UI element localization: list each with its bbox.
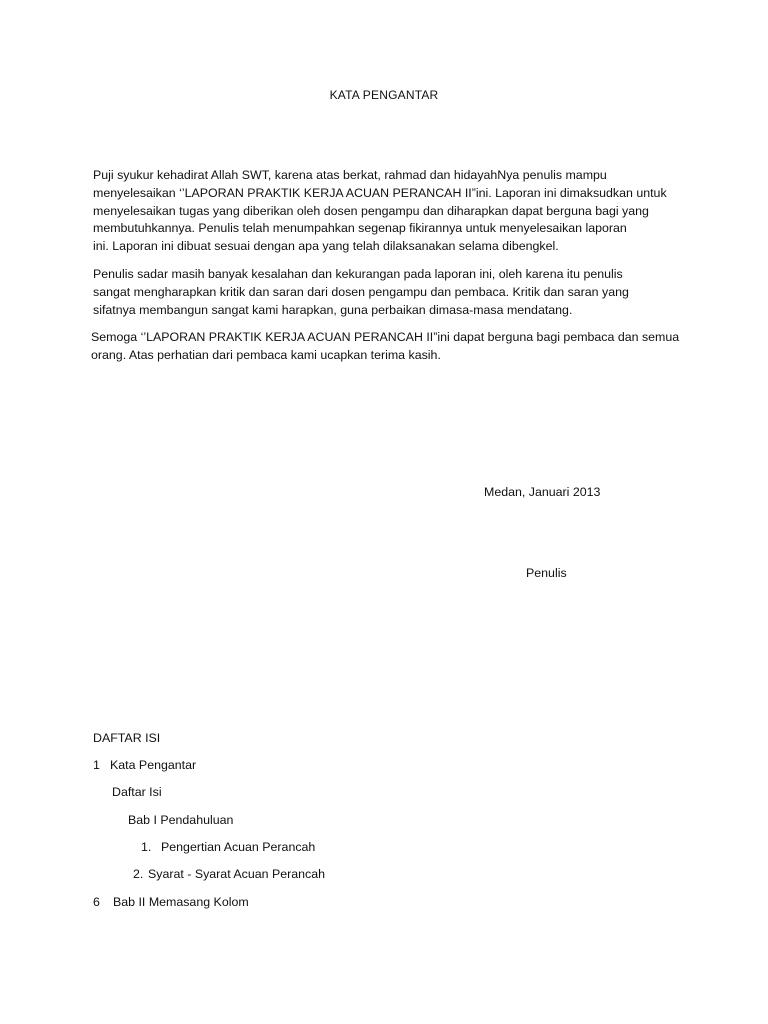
toc-item	[141, 840, 315, 854]
toc-item-label: Syarat - Syarat Acuan Perancah	[148, 867, 326, 881]
toc-item-label: Pengertian Acuan Perancah	[161, 840, 316, 854]
toc-item-label: Kata Pengantar	[110, 758, 197, 772]
paragraph-2	[93, 266, 683, 319]
toc-item-number: 6	[93, 895, 100, 909]
paragraph-1	[93, 167, 683, 256]
paragraph-line: ini. Laporan ini dibuat sesuai dengan apa yang telah dilaksanakan selama dibengkel.	[93, 239, 559, 254]
toc-item	[93, 758, 196, 772]
toc-heading: DAFTAR ISI	[93, 731, 161, 745]
toc-item-number: 2.	[133, 867, 144, 881]
toc-item	[133, 867, 325, 881]
paragraph-line: Penulis sadar masih banyak kesalahan dan kekurangan pada laporan ini, oleh karena itu penulis	[93, 267, 623, 281]
toc-item-number: 1	[93, 758, 100, 772]
page-title: KATA PENGANTAR	[329, 88, 439, 102]
paragraph-line: sangat mengharapkan kritik dan saran dari dosen pengampu dan pembaca. Kritik dan saran yang	[93, 284, 629, 299]
toc-item	[128, 813, 233, 827]
toc-item-label: Daftar Isi	[112, 785, 162, 799]
toc-item	[93, 895, 249, 909]
toc-item-label: Bab I Pendahuluan	[128, 813, 234, 827]
toc-item-label: Bab II Memasang Kolom	[113, 895, 249, 909]
paragraph-line: menyelesaikan ‘’LAPORAN PRAKTIK KERJA ACUAN PERANCAH II”ini. Laporan ini dimaksudkan untuk	[93, 185, 667, 200]
paragraph-line: sifatnya membangun sangat kami harapkan, guna perbaikan dimasa-masa mendatang.	[93, 302, 573, 317]
toc-item-number: 1.	[141, 840, 152, 854]
paragraph-line: Puji syukur kehadirat Allah SWT, karena atas berkat, rahmad dan hidayahNya penulis mampu	[93, 168, 607, 182]
paragraph-line: menyelesaikan tugas yang diberikan oleh dosen pengampu dan diharapkan dapat berguna bagi yang	[93, 203, 649, 218]
toc-item	[112, 785, 162, 799]
signature-author: Penulis	[526, 566, 567, 580]
paragraph-line: orang. Atas perhatian dari pembaca kami ucapkan terima kasih.	[91, 347, 441, 362]
paragraph-line: membutuhkannya. Penulis telah menumpahkan segenap fikirannya untuk menyelesaikan laporan	[93, 221, 627, 236]
paragraph-line: Semoga ‘’LAPORAN PRAKTIK KERJA ACUAN PERANCAH II”ini dapat berguna bagi pembaca dan semua	[91, 330, 680, 344]
signature-place-date: Medan, Januari 2013	[484, 485, 601, 499]
paragraph-3	[91, 329, 681, 365]
